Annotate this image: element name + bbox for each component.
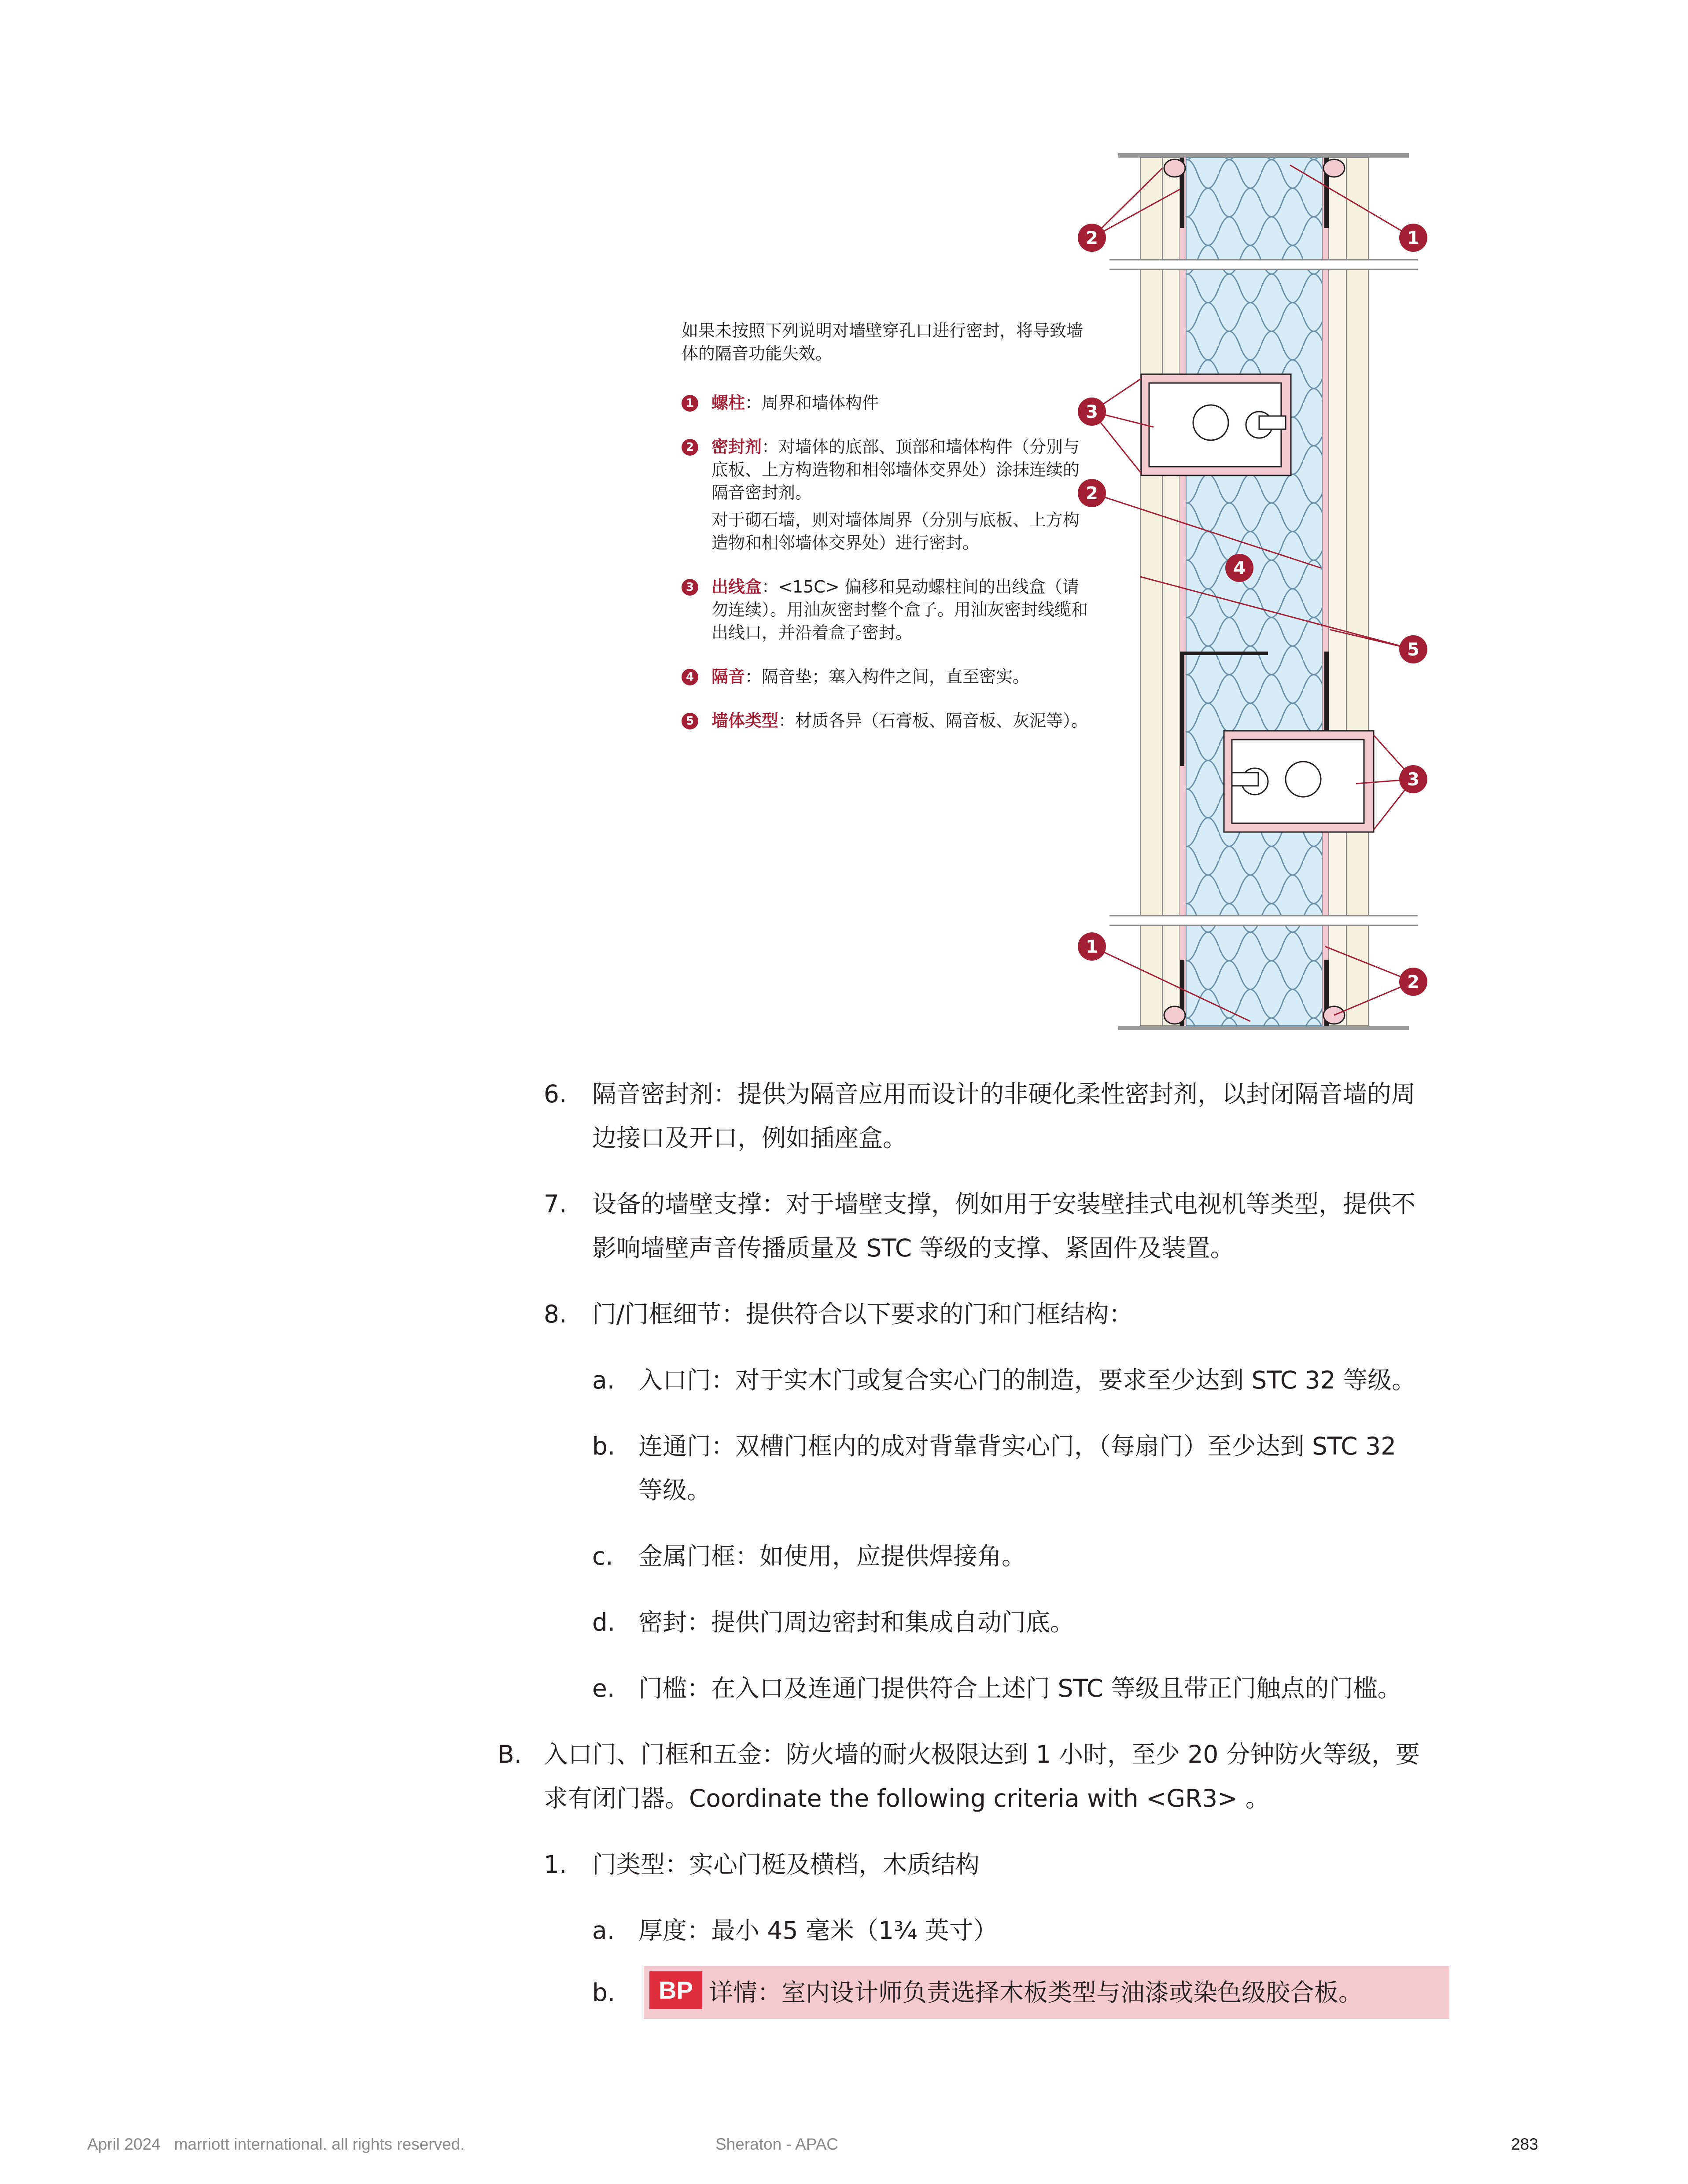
- item-label: a.: [592, 1916, 615, 1945]
- svg-text:2: 2: [1407, 972, 1419, 992]
- callout-4: [1225, 554, 1253, 582]
- legend-term: 螺柱: [711, 393, 745, 412]
- item-label: c.: [592, 1542, 613, 1570]
- callout-1-top-right: [1399, 224, 1427, 252]
- callout-1-bottom-left: [1078, 932, 1106, 961]
- legend-text: ：对墙体的底部、顶部和墙体构件（分别与底板、上方构造物和相邻墙体交界处）涂抹连续的隔音密封剂。: [711, 437, 1080, 502]
- legend-text: ：材质各异（石膏板、隔音板、灰泥等）。: [778, 711, 1088, 730]
- legend-intro: 如果未按照下列说明对墙壁穿孔口进行密封，将导致墙体的隔音功能失效。: [682, 321, 1084, 363]
- item-label: b.: [592, 1432, 615, 1460]
- item-text: 隔音密封剂：提供为隔音应用而设计的非硬化柔性密封剂，以封闭隔音墙的周: [592, 1080, 1416, 1108]
- item-text: 连通门：双槽门框内的成对背靠背实心门，（每扇门）至少达到 STC 32: [638, 1432, 1397, 1460]
- wall-section-diagram: [1086, 145, 1435, 1043]
- svg-text:4: 4: [1233, 558, 1246, 578]
- item-label: B.: [498, 1740, 522, 1768]
- svg-text:1: 1: [1086, 937, 1098, 957]
- item-text: 厚度：最小 45 毫米（1¾ 英寸）: [638, 1916, 998, 1945]
- item-text: 金属门框：如使用，应提供焊接角。: [638, 1542, 1026, 1570]
- item-text: 边接口及开口，例如插座盒。: [592, 1124, 907, 1152]
- svg-text:2: 2: [1086, 228, 1098, 248]
- callout-3-lower: [1399, 765, 1427, 793]
- legend-term: 密封剂: [711, 437, 762, 457]
- diagram-legend: [682, 319, 1095, 753]
- svg-text:3: 3: [1086, 402, 1098, 422]
- legend-number: 1: [682, 395, 698, 412]
- legend-text: ：周界和墙体构件: [745, 393, 879, 412]
- legend-item-outlet-box: [682, 575, 1095, 644]
- item-label: e.: [592, 1674, 615, 1702]
- item-text: 入口门、门框和五金：防火墙的耐火极限达到 1 小时，至少 20 分钟防火等级，要: [544, 1740, 1420, 1768]
- legend-text: ：隔音垫；塞入构件之间，直至密实。: [745, 667, 1030, 686]
- legend-item-wall-type: [682, 709, 1095, 732]
- callout-5: [1399, 635, 1427, 663]
- legend-number: 4: [682, 669, 698, 685]
- item-text: 门槛：在入口及连通门提供符合上述门 STC 等级且带正门触点的门槛。: [638, 1674, 1402, 1702]
- page-number: 283: [1511, 2135, 1538, 2153]
- item-text: 门类型：实心门梃及横档，木质结构: [592, 1850, 980, 1878]
- legend-term: 隔音: [711, 667, 745, 686]
- item-text: 等级。: [638, 1476, 711, 1504]
- legend-item-sealant: [682, 435, 1095, 554]
- item-label: 7.: [544, 1190, 567, 1218]
- item-label: 8.: [544, 1300, 567, 1328]
- legend-term: 墙体类型: [711, 711, 779, 730]
- item-text: 密封：提供门周边密封和集成自动门底。: [638, 1608, 1075, 1636]
- legend-text: ：<15C> 偏移和晃动螺柱间的出线盒（请勿连续）。用油灰密封整个盒子。用油灰密封线缆和出线口，并沿着盒子密封。: [711, 577, 1088, 642]
- item-text: 入口门：对于实木门或复合实心门的制造，要求至少达到 STC 32 等级。: [638, 1366, 1416, 1394]
- item-label: 1.: [544, 1850, 567, 1878]
- legend-subtext: 对于砌石墙，则对墙体周界（分别与底板、上方构造物和相邻墙体交界处）进行密封。: [711, 510, 1080, 552]
- bp-badge: BP: [649, 1971, 702, 2009]
- legend-term: 出线盒: [711, 577, 762, 597]
- svg-text:1: 1: [1407, 228, 1419, 248]
- callout-2-top-left: [1078, 224, 1106, 252]
- item-text: 求有闭门器。Coordinate the following criteria with <GR3> 。: [544, 1784, 1270, 1812]
- item-label: b.: [592, 1978, 615, 2007]
- item-text: 门/门框细节：提供符合以下要求的门和门框结构：: [592, 1300, 1133, 1328]
- callout-2-bottom-right: [1399, 968, 1427, 996]
- legend-item-insulation: [682, 665, 1095, 688]
- legend-number: 5: [682, 713, 698, 729]
- footer-copyright: April 2024 marriott international. all rights reserved.: [87, 2135, 465, 2153]
- svg-text:5: 5: [1407, 640, 1419, 660]
- item-label: 6.: [544, 1080, 567, 1108]
- item-label: d.: [592, 1608, 615, 1636]
- legend-number: 3: [682, 579, 698, 596]
- legend-item-stud: [682, 391, 1095, 414]
- item-label: a.: [592, 1366, 615, 1394]
- legend-number: 2: [682, 439, 698, 456]
- item-text: 影响墙壁声音传播质量及 STC 等级的支撑、紧固件及装置。: [592, 1234, 1235, 1262]
- item-text: 设备的墙壁支撑：对于墙壁支撑，例如用于安装壁挂式电视机等类型，提供不: [592, 1190, 1416, 1218]
- footer-brand: Sheraton - APAC: [715, 2135, 839, 2153]
- svg-text:3: 3: [1407, 770, 1419, 790]
- svg-text:2: 2: [1086, 483, 1098, 504]
- item-text: 详情：室内设计师负责选择木板类型与油漆或染色级胶合板。: [709, 1978, 1363, 2007]
